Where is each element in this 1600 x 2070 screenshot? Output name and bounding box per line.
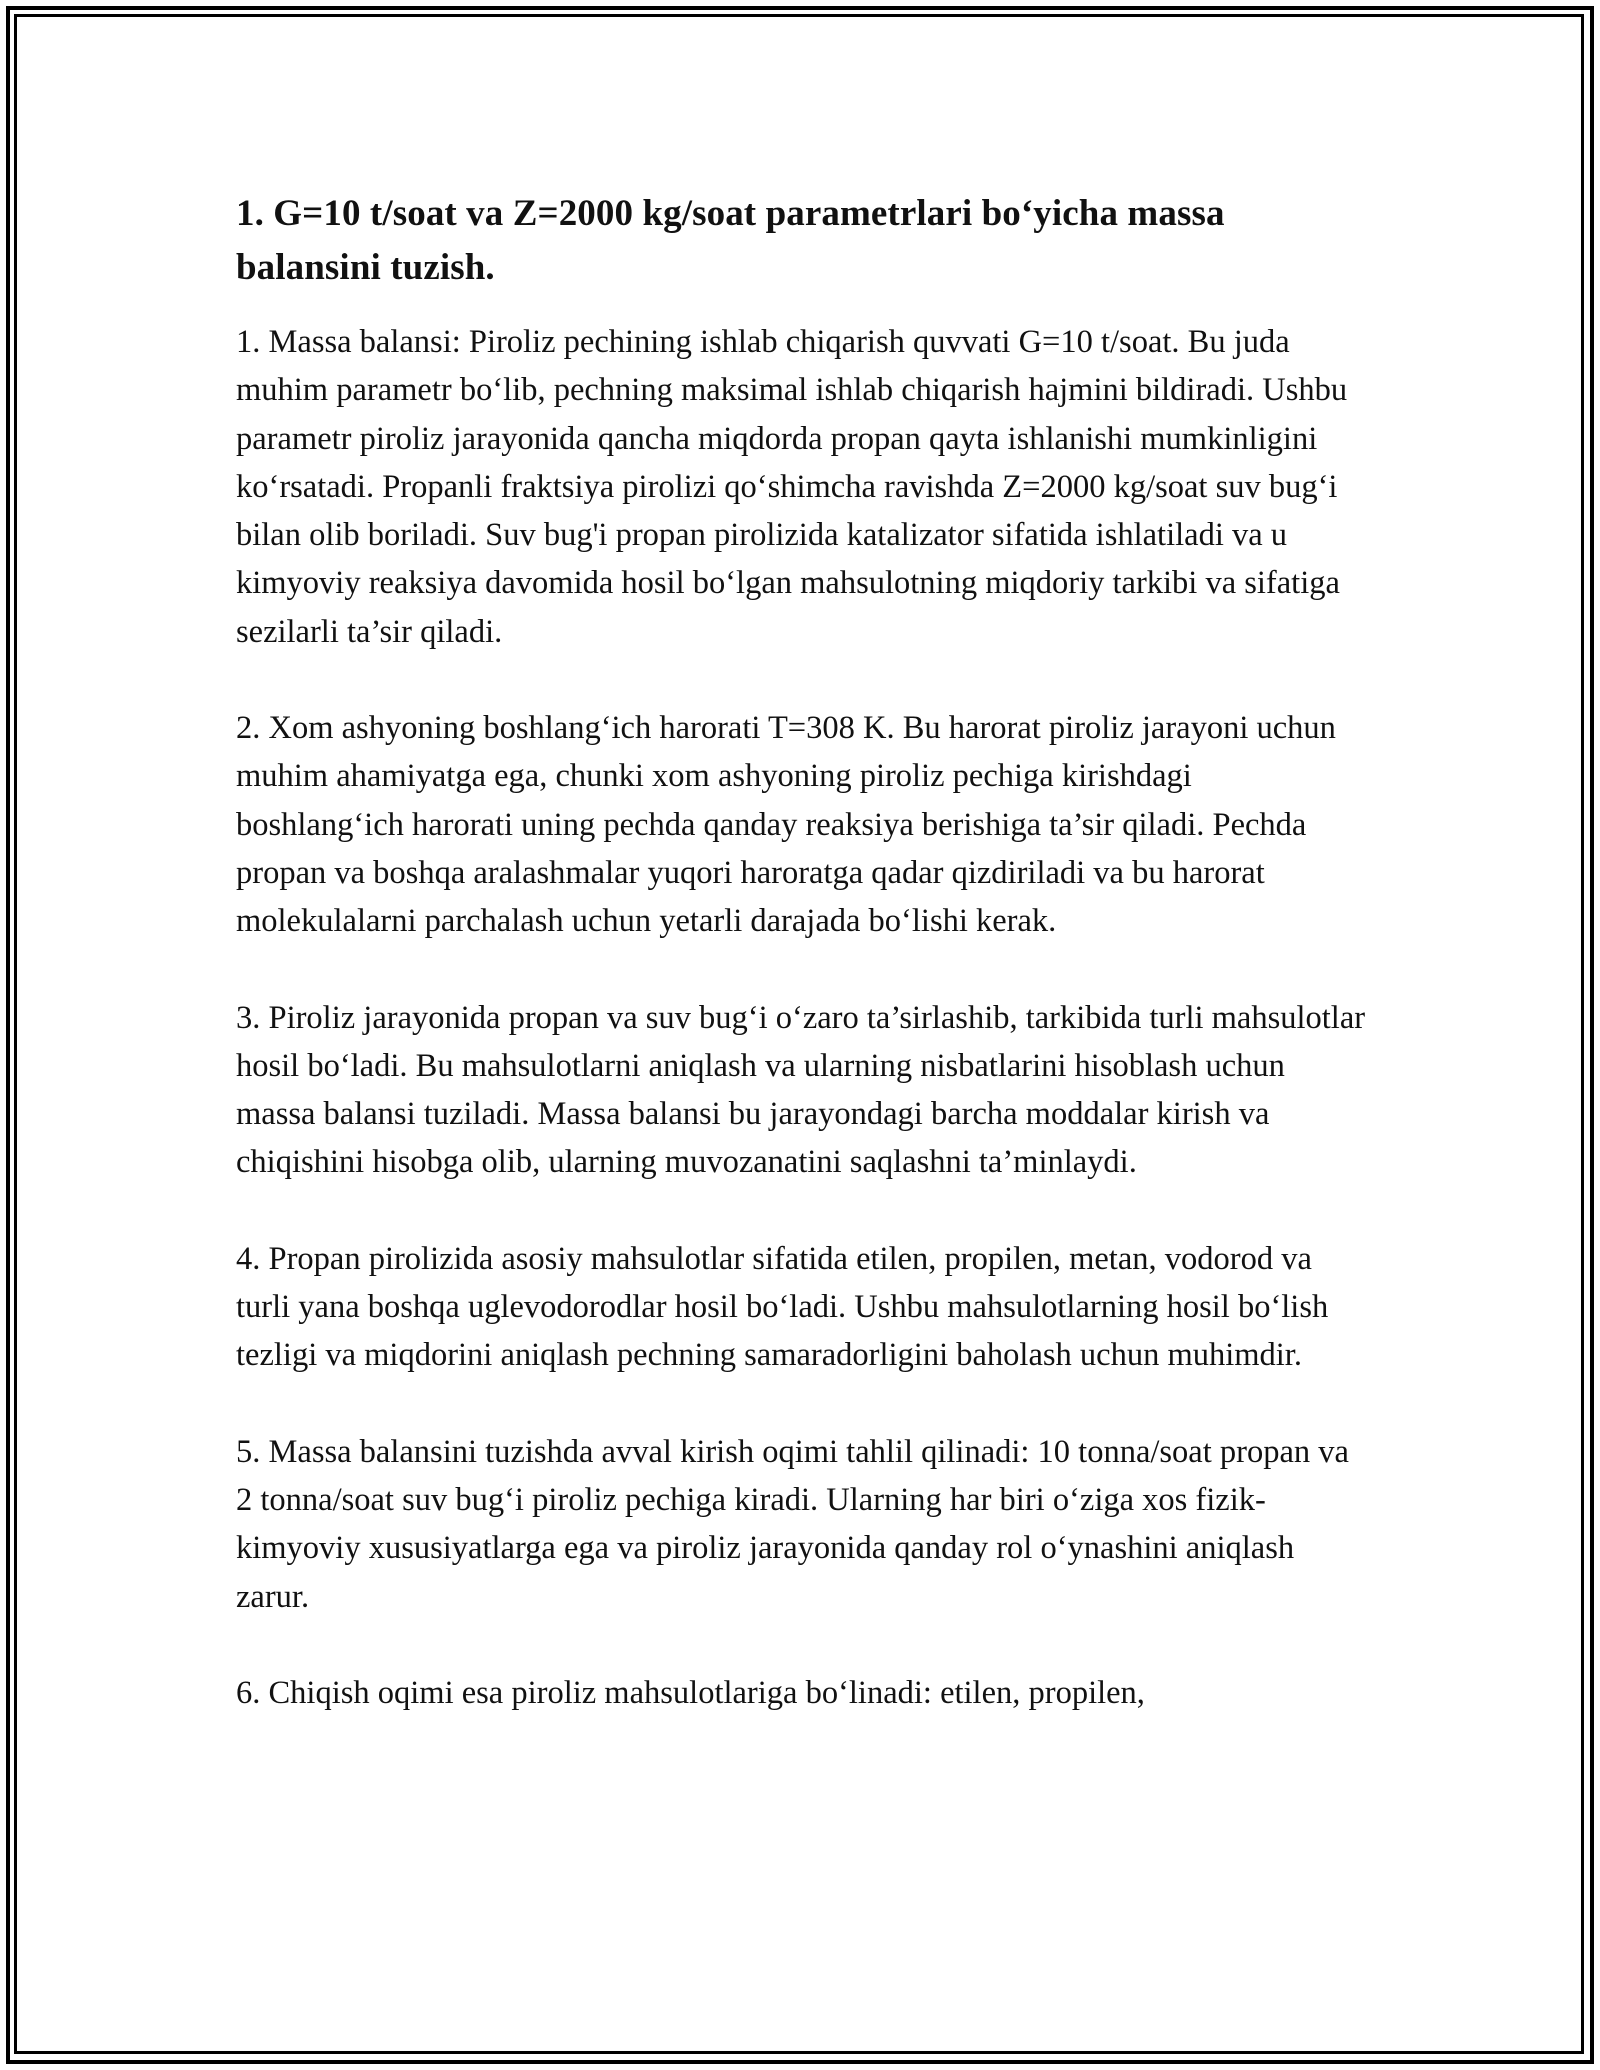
- section-heading: 1. G=10 t/soat va Z=2000 kg/soat parametrlari bo‘yicha massa balansini tuzish.: [236, 193, 1225, 288]
- paragraph-1: 1. Massa balansi: Piroliz pechining ishlab chiqarish quvvati G=10 t/soat. Bu juda muhim parametr bo‘lib, pechning maksimal ishlab chiqarish hajmini bildiradi. Ushbu parametr piroliz jarayonida qancha miqdorda propan qayta ishlanishi mumkinligini ko‘rsatadi. Propanli fraktsiya pirolizi qo‘shimcha ravishda Z=2000 kg/soat suv bug‘i bilan olib boriladi. Suv bug'i propan pirolizida katalizator sifatida ishlatiladi va u kimyoviy reaksiya davomida hosil bo‘lgan mahsulotning miqdoriy tarkibi va sifatiga sezilarli ta’sir qiladi.: [236, 324, 1348, 650]
- paragraph-2: 2. Xom ashyoning boshlang‘ich harorati T=308 K. Bu harorat piroliz jarayoni uchun muhim ahamiyatga ega, chunki xom ashyoning piroliz pechiga kirishdagi boshlang‘ich harorati uning pechda qanday reaksiya berishiga ta’sir qiladi. Pechda propan va boshqa aralashmalar yuqori haroratga qadar qizdiriladi va bu harorat molekulalarni parchalash uchun yetarli darajada bo‘lishi kerak.: [236, 710, 1336, 940]
- paragraph-6: 6. Chiqish oqimi esa piroliz mahsulotlariga bo‘linadi: etilen, propilen,: [236, 1674, 1145, 1711]
- document-body: [236, 187, 1366, 1717]
- paragraph-3: 3. Piroliz jarayonida propan va suv bug‘i o‘zaro ta’sirlashib, tarkibida turli mahsulotlar hosil bo‘ladi. Bu mahsulotlarni aniqlash va ularning nisbatlarini hisoblash uchun massa balansi tuziladi. Massa balansi bu jarayondagi barcha moddalar kirish va chiqishini hisobga olib, ularning muvozanatini saqlashni ta’minlaydi.: [236, 999, 1366, 1181]
- paragraph-5: 5. Massa balansini tuzishda avval kirish oqimi tahlil qilinadi: 10 tonna/soat propan va 2 tonna/soat suv bug‘i piroliz pechiga kiradi. Ularning har biri o‘ziga xos fizik-kimyoviy xususiyatlarga ega va piroliz jarayonida qanday rol o‘ynashini aniqlash zarur.: [236, 1433, 1349, 1615]
- paragraph-4: 4. Propan pirolizida asosiy mahsulotlar sifatida etilen, propilen, metan, vodorod va turli yana boshqa uglevodorodlar hosil bo‘ladi. Ushbu mahsulotlarning hosil bo‘lish tezligi va miqdorini aniqlash pechning samaradorligini baholash uchun muhimdir.: [236, 1240, 1329, 1374]
